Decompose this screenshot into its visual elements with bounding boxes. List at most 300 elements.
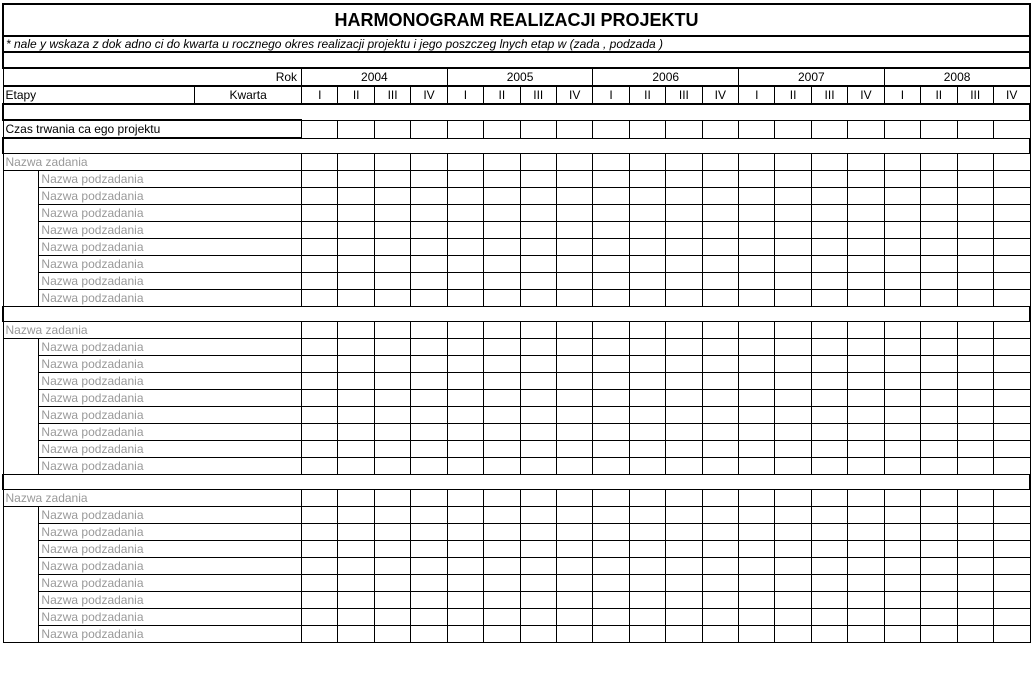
schedule-cell[interactable]	[702, 390, 738, 407]
schedule-cell[interactable]	[593, 373, 629, 390]
schedule-cell[interactable]	[484, 626, 520, 643]
schedule-cell[interactable]	[884, 322, 920, 339]
schedule-cell[interactable]	[374, 188, 410, 205]
schedule-cell[interactable]	[884, 120, 920, 138]
schedule-cell[interactable]	[302, 626, 338, 643]
schedule-cell[interactable]	[775, 339, 811, 356]
schedule-cell[interactable]	[338, 407, 374, 424]
schedule-cell[interactable]	[957, 490, 993, 507]
schedule-cell[interactable]	[811, 356, 847, 373]
schedule-cell[interactable]	[702, 273, 738, 290]
schedule-cell[interactable]	[556, 154, 592, 171]
schedule-cell[interactable]	[739, 441, 775, 458]
schedule-cell[interactable]	[374, 239, 410, 256]
schedule-cell[interactable]	[811, 626, 847, 643]
schedule-cell[interactable]	[702, 424, 738, 441]
schedule-cell[interactable]	[993, 592, 1030, 609]
schedule-cell[interactable]	[338, 273, 374, 290]
schedule-cell[interactable]	[848, 541, 884, 558]
schedule-cell[interactable]	[447, 558, 483, 575]
schedule-cell[interactable]	[338, 441, 374, 458]
schedule-cell[interactable]	[593, 626, 629, 643]
schedule-cell[interactable]	[593, 609, 629, 626]
schedule-cell[interactable]	[666, 222, 702, 239]
schedule-cell[interactable]	[811, 222, 847, 239]
schedule-cell[interactable]	[484, 239, 520, 256]
schedule-cell[interactable]	[338, 188, 374, 205]
schedule-cell[interactable]	[302, 592, 338, 609]
schedule-cell[interactable]	[447, 507, 483, 524]
schedule-cell[interactable]	[302, 441, 338, 458]
schedule-cell[interactable]	[520, 239, 556, 256]
schedule-cell[interactable]	[993, 558, 1030, 575]
schedule-cell[interactable]	[520, 458, 556, 475]
schedule-cell[interactable]	[884, 239, 920, 256]
schedule-cell[interactable]	[957, 626, 993, 643]
schedule-cell[interactable]	[848, 626, 884, 643]
schedule-cell[interactable]	[775, 609, 811, 626]
schedule-cell[interactable]	[775, 424, 811, 441]
schedule-cell[interactable]	[484, 407, 520, 424]
schedule-cell[interactable]	[666, 256, 702, 273]
schedule-cell[interactable]	[520, 154, 556, 171]
schedule-cell[interactable]	[629, 558, 665, 575]
schedule-cell[interactable]	[666, 373, 702, 390]
schedule-cell[interactable]	[556, 171, 592, 188]
schedule-cell[interactable]	[629, 458, 665, 475]
schedule-cell[interactable]	[374, 490, 410, 507]
subtask-name[interactable]: Nazwa podzadania	[39, 256, 302, 273]
schedule-cell[interactable]	[702, 222, 738, 239]
schedule-cell[interactable]	[957, 256, 993, 273]
schedule-cell[interactable]	[884, 188, 920, 205]
schedule-cell[interactable]	[702, 373, 738, 390]
schedule-cell[interactable]	[921, 390, 957, 407]
schedule-cell[interactable]	[629, 441, 665, 458]
schedule-cell[interactable]	[629, 339, 665, 356]
schedule-cell[interactable]	[520, 171, 556, 188]
schedule-cell[interactable]	[957, 407, 993, 424]
schedule-cell[interactable]	[447, 339, 483, 356]
schedule-cell[interactable]	[374, 441, 410, 458]
schedule-cell[interactable]	[811, 524, 847, 541]
schedule-cell[interactable]	[374, 458, 410, 475]
schedule-cell[interactable]	[739, 609, 775, 626]
schedule-cell[interactable]	[520, 407, 556, 424]
schedule-cell[interactable]	[739, 322, 775, 339]
schedule-cell[interactable]	[302, 120, 338, 138]
schedule-cell[interactable]	[993, 609, 1030, 626]
schedule-cell[interactable]	[629, 373, 665, 390]
schedule-cell[interactable]	[957, 558, 993, 575]
schedule-cell[interactable]	[484, 558, 520, 575]
schedule-cell[interactable]	[739, 239, 775, 256]
schedule-cell[interactable]	[811, 390, 847, 407]
schedule-cell[interactable]	[374, 322, 410, 339]
schedule-cell[interactable]	[884, 524, 920, 541]
schedule-cell[interactable]	[338, 290, 374, 307]
schedule-cell[interactable]	[484, 609, 520, 626]
schedule-cell[interactable]	[520, 205, 556, 222]
schedule-cell[interactable]	[302, 339, 338, 356]
schedule-cell[interactable]	[484, 339, 520, 356]
schedule-cell[interactable]	[702, 171, 738, 188]
schedule-cell[interactable]	[702, 290, 738, 307]
schedule-cell[interactable]	[811, 575, 847, 592]
schedule-cell[interactable]	[520, 609, 556, 626]
schedule-cell[interactable]	[447, 490, 483, 507]
schedule-cell[interactable]	[374, 524, 410, 541]
schedule-cell[interactable]	[629, 356, 665, 373]
schedule-cell[interactable]	[993, 239, 1030, 256]
schedule-cell[interactable]	[629, 626, 665, 643]
schedule-cell[interactable]	[411, 256, 447, 273]
schedule-cell[interactable]	[775, 120, 811, 138]
schedule-cell[interactable]	[848, 407, 884, 424]
schedule-cell[interactable]	[739, 558, 775, 575]
schedule-cell[interactable]	[921, 339, 957, 356]
schedule-cell[interactable]	[447, 592, 483, 609]
schedule-cell[interactable]	[666, 458, 702, 475]
schedule-cell[interactable]	[957, 339, 993, 356]
schedule-cell[interactable]	[993, 373, 1030, 390]
schedule-cell[interactable]	[884, 273, 920, 290]
schedule-cell[interactable]	[302, 541, 338, 558]
schedule-cell[interactable]	[338, 222, 374, 239]
schedule-cell[interactable]	[447, 188, 483, 205]
schedule-cell[interactable]	[921, 592, 957, 609]
schedule-cell[interactable]	[447, 524, 483, 541]
schedule-cell[interactable]	[484, 356, 520, 373]
schedule-cell[interactable]	[739, 407, 775, 424]
schedule-cell[interactable]	[666, 205, 702, 222]
schedule-cell[interactable]	[775, 222, 811, 239]
schedule-cell[interactable]	[374, 373, 410, 390]
schedule-cell[interactable]	[957, 239, 993, 256]
schedule-cell[interactable]	[593, 356, 629, 373]
schedule-cell[interactable]	[811, 407, 847, 424]
schedule-cell[interactable]	[666, 507, 702, 524]
schedule-cell[interactable]	[484, 592, 520, 609]
schedule-cell[interactable]	[411, 188, 447, 205]
schedule-cell[interactable]	[520, 507, 556, 524]
schedule-cell[interactable]	[884, 390, 920, 407]
schedule-cell[interactable]	[775, 171, 811, 188]
schedule-cell[interactable]	[447, 171, 483, 188]
schedule-cell[interactable]	[411, 290, 447, 307]
schedule-cell[interactable]	[447, 407, 483, 424]
schedule-cell[interactable]	[811, 592, 847, 609]
schedule-cell[interactable]	[775, 407, 811, 424]
schedule-cell[interactable]	[666, 592, 702, 609]
schedule-cell[interactable]	[556, 188, 592, 205]
schedule-cell[interactable]	[484, 154, 520, 171]
schedule-cell[interactable]	[302, 458, 338, 475]
schedule-cell[interactable]	[484, 290, 520, 307]
schedule-cell[interactable]	[520, 592, 556, 609]
task-name[interactable]: Nazwa zadania	[3, 322, 302, 339]
schedule-cell[interactable]	[848, 120, 884, 138]
schedule-cell[interactable]	[666, 339, 702, 356]
schedule-cell[interactable]	[775, 441, 811, 458]
schedule-cell[interactable]	[848, 171, 884, 188]
schedule-cell[interactable]	[921, 188, 957, 205]
schedule-cell[interactable]	[811, 120, 847, 138]
schedule-cell[interactable]	[702, 322, 738, 339]
schedule-cell[interactable]	[702, 188, 738, 205]
schedule-cell[interactable]	[848, 507, 884, 524]
schedule-cell[interactable]	[520, 273, 556, 290]
schedule-cell[interactable]	[338, 390, 374, 407]
task-name[interactable]: Nazwa zadania	[3, 154, 302, 171]
schedule-cell[interactable]	[957, 188, 993, 205]
schedule-cell[interactable]	[520, 120, 556, 138]
schedule-cell[interactable]	[811, 290, 847, 307]
schedule-cell[interactable]	[593, 188, 629, 205]
schedule-cell[interactable]	[993, 188, 1030, 205]
schedule-cell[interactable]	[775, 626, 811, 643]
schedule-cell[interactable]	[811, 541, 847, 558]
schedule-cell[interactable]	[556, 239, 592, 256]
schedule-cell[interactable]	[957, 575, 993, 592]
schedule-cell[interactable]	[702, 339, 738, 356]
schedule-cell[interactable]	[957, 120, 993, 138]
schedule-cell[interactable]	[666, 490, 702, 507]
schedule-cell[interactable]	[629, 239, 665, 256]
schedule-cell[interactable]	[520, 256, 556, 273]
schedule-cell[interactable]	[702, 205, 738, 222]
schedule-cell[interactable]	[447, 424, 483, 441]
schedule-cell[interactable]	[374, 407, 410, 424]
schedule-cell[interactable]	[302, 273, 338, 290]
schedule-cell[interactable]	[775, 524, 811, 541]
schedule-cell[interactable]	[957, 390, 993, 407]
schedule-cell[interactable]	[556, 575, 592, 592]
subtask-name[interactable]: Nazwa podzadania	[39, 239, 302, 256]
schedule-cell[interactable]	[884, 592, 920, 609]
schedule-cell[interactable]	[993, 256, 1030, 273]
schedule-cell[interactable]	[957, 154, 993, 171]
schedule-cell[interactable]	[520, 356, 556, 373]
schedule-cell[interactable]	[520, 390, 556, 407]
schedule-cell[interactable]	[593, 441, 629, 458]
schedule-cell[interactable]	[848, 575, 884, 592]
schedule-cell[interactable]	[884, 575, 920, 592]
schedule-cell[interactable]	[520, 490, 556, 507]
schedule-cell[interactable]	[447, 626, 483, 643]
schedule-cell[interactable]	[447, 256, 483, 273]
schedule-cell[interactable]	[556, 407, 592, 424]
schedule-cell[interactable]	[374, 390, 410, 407]
schedule-cell[interactable]	[593, 120, 629, 138]
schedule-cell[interactable]	[666, 322, 702, 339]
schedule-cell[interactable]	[629, 424, 665, 441]
schedule-cell[interactable]	[338, 373, 374, 390]
schedule-cell[interactable]	[556, 441, 592, 458]
schedule-cell[interactable]	[484, 322, 520, 339]
schedule-cell[interactable]	[739, 592, 775, 609]
schedule-cell[interactable]	[957, 541, 993, 558]
schedule-cell[interactable]	[993, 524, 1030, 541]
subtask-name[interactable]: Nazwa podzadania	[39, 390, 302, 407]
schedule-cell[interactable]	[374, 222, 410, 239]
schedule-cell[interactable]	[629, 171, 665, 188]
schedule-cell[interactable]	[447, 222, 483, 239]
schedule-cell[interactable]	[556, 222, 592, 239]
schedule-cell[interactable]	[775, 154, 811, 171]
subtask-name[interactable]: Nazwa podzadania	[39, 609, 302, 626]
schedule-cell[interactable]	[302, 490, 338, 507]
schedule-cell[interactable]	[484, 441, 520, 458]
schedule-cell[interactable]	[484, 222, 520, 239]
schedule-cell[interactable]	[811, 558, 847, 575]
schedule-cell[interactable]	[884, 490, 920, 507]
schedule-cell[interactable]	[629, 507, 665, 524]
schedule-cell[interactable]	[666, 609, 702, 626]
schedule-cell[interactable]	[811, 256, 847, 273]
schedule-cell[interactable]	[848, 273, 884, 290]
schedule-cell[interactable]	[957, 373, 993, 390]
schedule-cell[interactable]	[848, 458, 884, 475]
schedule-cell[interactable]	[921, 222, 957, 239]
schedule-cell[interactable]	[302, 609, 338, 626]
schedule-cell[interactable]	[629, 273, 665, 290]
schedule-cell[interactable]	[921, 490, 957, 507]
schedule-cell[interactable]	[629, 609, 665, 626]
subtask-name[interactable]: Nazwa podzadania	[39, 373, 302, 390]
schedule-cell[interactable]	[629, 120, 665, 138]
schedule-cell[interactable]	[593, 222, 629, 239]
schedule-cell[interactable]	[848, 356, 884, 373]
schedule-cell[interactable]	[811, 188, 847, 205]
schedule-cell[interactable]	[921, 407, 957, 424]
schedule-cell[interactable]	[556, 290, 592, 307]
schedule-cell[interactable]	[993, 154, 1030, 171]
schedule-cell[interactable]	[666, 290, 702, 307]
schedule-cell[interactable]	[447, 609, 483, 626]
schedule-cell[interactable]	[775, 390, 811, 407]
subtask-name[interactable]: Nazwa podzadania	[39, 188, 302, 205]
schedule-cell[interactable]	[302, 507, 338, 524]
schedule-cell[interactable]	[593, 273, 629, 290]
schedule-cell[interactable]	[739, 256, 775, 273]
schedule-cell[interactable]	[556, 205, 592, 222]
schedule-cell[interactable]	[411, 575, 447, 592]
schedule-cell[interactable]	[411, 558, 447, 575]
schedule-cell[interactable]	[775, 256, 811, 273]
schedule-cell[interactable]	[593, 424, 629, 441]
schedule-cell[interactable]	[957, 424, 993, 441]
schedule-cell[interactable]	[520, 339, 556, 356]
schedule-cell[interactable]	[993, 339, 1030, 356]
schedule-cell[interactable]	[411, 458, 447, 475]
schedule-cell[interactable]	[775, 356, 811, 373]
subtask-name[interactable]: Nazwa podzadania	[39, 171, 302, 188]
schedule-cell[interactable]	[739, 171, 775, 188]
schedule-cell[interactable]	[484, 541, 520, 558]
schedule-cell[interactable]	[302, 322, 338, 339]
schedule-cell[interactable]	[374, 575, 410, 592]
schedule-cell[interactable]	[666, 390, 702, 407]
schedule-cell[interactable]	[739, 424, 775, 441]
schedule-cell[interactable]	[556, 558, 592, 575]
subtask-name[interactable]: Nazwa podzadania	[39, 524, 302, 541]
schedule-cell[interactable]	[302, 256, 338, 273]
schedule-cell[interactable]	[884, 441, 920, 458]
schedule-cell[interactable]	[484, 458, 520, 475]
schedule-cell[interactable]	[629, 154, 665, 171]
schedule-cell[interactable]	[921, 322, 957, 339]
schedule-cell[interactable]	[520, 222, 556, 239]
schedule-cell[interactable]	[702, 441, 738, 458]
schedule-cell[interactable]	[957, 458, 993, 475]
schedule-cell[interactable]	[338, 609, 374, 626]
schedule-cell[interactable]	[411, 407, 447, 424]
schedule-cell[interactable]	[593, 524, 629, 541]
schedule-cell[interactable]	[411, 390, 447, 407]
schedule-cell[interactable]	[629, 575, 665, 592]
schedule-cell[interactable]	[411, 273, 447, 290]
schedule-cell[interactable]	[411, 424, 447, 441]
schedule-cell[interactable]	[484, 273, 520, 290]
schedule-cell[interactable]	[411, 441, 447, 458]
schedule-cell[interactable]	[811, 441, 847, 458]
schedule-cell[interactable]	[484, 188, 520, 205]
schedule-cell[interactable]	[739, 575, 775, 592]
schedule-cell[interactable]	[666, 120, 702, 138]
schedule-cell[interactable]	[775, 188, 811, 205]
subtask-name[interactable]: Nazwa podzadania	[39, 424, 302, 441]
schedule-cell[interactable]	[556, 424, 592, 441]
schedule-cell[interactable]	[338, 120, 374, 138]
schedule-cell[interactable]	[775, 273, 811, 290]
schedule-cell[interactable]	[411, 507, 447, 524]
schedule-cell[interactable]	[593, 458, 629, 475]
schedule-cell[interactable]	[775, 558, 811, 575]
schedule-cell[interactable]	[993, 290, 1030, 307]
schedule-cell[interactable]	[921, 120, 957, 138]
schedule-cell[interactable]	[593, 575, 629, 592]
schedule-cell[interactable]	[702, 120, 738, 138]
schedule-cell[interactable]	[484, 373, 520, 390]
schedule-cell[interactable]	[775, 541, 811, 558]
schedule-cell[interactable]	[739, 356, 775, 373]
schedule-cell[interactable]	[411, 373, 447, 390]
schedule-cell[interactable]	[484, 507, 520, 524]
schedule-cell[interactable]	[921, 373, 957, 390]
schedule-cell[interactable]	[447, 390, 483, 407]
schedule-cell[interactable]	[884, 558, 920, 575]
schedule-cell[interactable]	[957, 524, 993, 541]
schedule-cell[interactable]	[884, 222, 920, 239]
schedule-cell[interactable]	[702, 154, 738, 171]
schedule-cell[interactable]	[811, 490, 847, 507]
schedule-cell[interactable]	[447, 356, 483, 373]
schedule-cell[interactable]	[811, 322, 847, 339]
schedule-cell[interactable]	[666, 356, 702, 373]
schedule-cell[interactable]	[884, 171, 920, 188]
schedule-cell[interactable]	[338, 541, 374, 558]
schedule-cell[interactable]	[884, 356, 920, 373]
schedule-cell[interactable]	[411, 609, 447, 626]
schedule-cell[interactable]	[739, 626, 775, 643]
schedule-cell[interactable]	[921, 273, 957, 290]
schedule-cell[interactable]	[957, 356, 993, 373]
schedule-cell[interactable]	[993, 407, 1030, 424]
schedule-cell[interactable]	[629, 524, 665, 541]
schedule-cell[interactable]	[666, 239, 702, 256]
schedule-cell[interactable]	[338, 205, 374, 222]
